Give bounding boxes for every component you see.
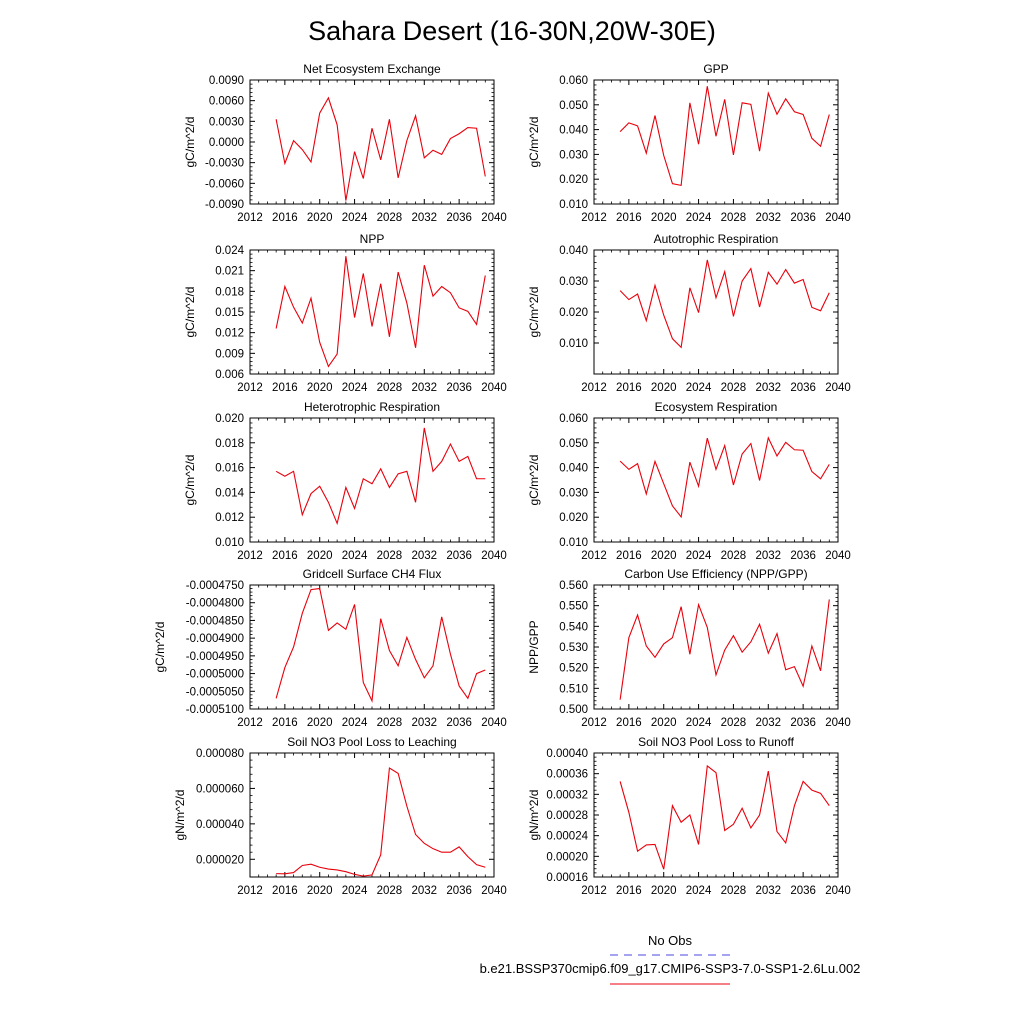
x-tick-label: 2020 (650, 717, 677, 729)
chart-panel (153, 567, 507, 729)
series-line (276, 768, 485, 876)
y-tick-label: 0.050 (559, 437, 588, 450)
chart-panel (527, 735, 851, 897)
y-tick-label: 0.00040 (546, 748, 588, 760)
x-tick-label: 2016 (272, 212, 298, 224)
y-tick-label: 0.040 (559, 462, 588, 475)
series-line (276, 98, 485, 201)
x-tick-label: 2028 (376, 382, 403, 394)
x-tick-label: 2028 (720, 717, 747, 729)
legend (480, 933, 861, 984)
y-axis-label: gN/m^2/d (173, 789, 187, 841)
x-tick-label: 2040 (825, 885, 851, 897)
x-tick-label: 2032 (755, 212, 782, 224)
x-tick-label: 2040 (825, 382, 851, 394)
y-tick-label: 0.030 (559, 487, 588, 500)
panel-title: Gridcell Surface CH4 Flux (302, 567, 442, 581)
y-tick-label: 0.520 (559, 662, 588, 675)
series-line (620, 599, 829, 699)
y-tick-label: 0.000020 (196, 854, 244, 867)
y-tick-label: 0.020 (215, 413, 244, 425)
panel-title: Autotrophic Respiration (653, 232, 779, 246)
y-axis-label: gC/m^2/d (183, 116, 197, 168)
x-tick-label: 2040 (825, 550, 851, 562)
y-tick-label: 0.014 (215, 487, 244, 500)
x-tick-label: 2028 (720, 885, 747, 897)
y-tick-label: 0.021 (215, 265, 244, 278)
legend-obs-label: No Obs (647, 933, 693, 948)
y-tick-label: 0.018 (215, 437, 244, 450)
x-tick-label: 2028 (720, 212, 747, 224)
y-tick-label: -0.0090 (204, 199, 244, 211)
y-tick-label: -0.0005000 (185, 668, 244, 681)
x-tick-label: 2028 (376, 885, 403, 897)
x-tick-label: 2036 (446, 550, 472, 562)
chart-panel (183, 400, 507, 562)
panel-title: NPP (359, 232, 385, 246)
x-tick-label: 2040 (825, 212, 851, 224)
x-tick-label: 2032 (755, 382, 782, 394)
plot-frame (250, 250, 494, 374)
figure-title: Sahara Desert (16-30N,20W-30E) (308, 16, 716, 46)
y-tick-label: 0.530 (559, 642, 588, 654)
x-tick-label: 2016 (272, 382, 298, 394)
y-tick-label: -0.0004950 (185, 650, 244, 663)
x-tick-label: 2028 (720, 382, 747, 394)
chart-panel (527, 567, 851, 729)
x-tick-label: 2040 (825, 717, 851, 729)
y-tick-label: -0.0004850 (185, 615, 244, 628)
y-axis-label: gC/m^2/d (527, 116, 541, 168)
y-axis-label: gC/m^2/d (183, 454, 197, 506)
panel-title: GPP (703, 62, 729, 76)
x-tick-label: 2020 (306, 885, 333, 897)
y-tick-label: 0.00028 (546, 810, 588, 822)
x-tick-label: 2028 (376, 212, 403, 224)
y-tick-label: 0.040 (559, 124, 588, 137)
x-tick-label: 2024 (685, 212, 712, 224)
y-tick-label: 0.010 (215, 537, 244, 549)
x-tick-label: 2016 (616, 885, 642, 897)
x-tick-label: 2024 (685, 885, 712, 897)
x-tick-label: 2020 (650, 382, 677, 394)
x-tick-label: 2032 (411, 717, 438, 729)
y-axis-label: gC/m^2/d (183, 286, 197, 338)
x-tick-label: 2028 (720, 550, 747, 562)
series-line (276, 428, 485, 523)
y-tick-label: 0.510 (559, 683, 588, 696)
plot-frame (250, 418, 494, 542)
y-tick-label: 0.016 (215, 462, 244, 475)
series-line (620, 438, 829, 517)
y-tick-label: 0.006 (215, 369, 244, 381)
y-tick-label: 0.060 (559, 413, 588, 425)
y-tick-label: 0.040 (559, 245, 588, 257)
chart-panel (527, 400, 851, 562)
x-tick-label: 2024 (685, 382, 712, 394)
y-axis-label: gC/m^2/d (527, 454, 541, 506)
x-tick-label: 2028 (376, 717, 403, 729)
panel-title: Carbon Use Efficiency (NPP/GPP) (624, 567, 808, 581)
x-tick-label: 2036 (446, 717, 472, 729)
x-tick-label: 2032 (411, 212, 438, 224)
panel-title: Ecosystem Respiration (654, 400, 778, 414)
x-tick-label: 2012 (237, 550, 263, 562)
series-line (620, 766, 829, 869)
y-axis-label: NPP/GPP (527, 620, 541, 674)
x-tick-label: 2012 (237, 382, 263, 394)
panel-title: Net Ecosystem Exchange (303, 62, 441, 76)
x-tick-label: 2020 (306, 382, 333, 394)
series-line (620, 86, 829, 185)
y-tick-label: 0.00020 (546, 851, 588, 864)
y-tick-label: 0.020 (559, 174, 588, 187)
x-tick-label: 2016 (272, 717, 298, 729)
x-tick-label: 2024 (341, 212, 368, 224)
y-tick-label: 0.015 (215, 307, 244, 319)
x-tick-label: 2028 (376, 550, 403, 562)
y-tick-label: -0.0005100 (185, 704, 244, 716)
x-tick-label: 2012 (581, 550, 607, 562)
y-tick-label: 0.010 (559, 199, 588, 211)
x-tick-label: 2012 (237, 717, 263, 729)
y-tick-label: 0.00036 (546, 768, 588, 781)
y-tick-label: 0.000040 (196, 818, 244, 831)
x-tick-label: 2020 (306, 212, 333, 224)
x-tick-label: 2020 (650, 885, 677, 897)
x-tick-label: 2020 (650, 212, 677, 224)
x-tick-label: 2040 (481, 212, 507, 224)
y-tick-label: 0.010 (559, 338, 588, 350)
x-tick-label: 2036 (790, 550, 816, 562)
x-tick-label: 2012 (581, 212, 607, 224)
y-axis-label: gC/m^2/d (527, 286, 541, 338)
plot-frame (250, 585, 494, 709)
plot-frame (594, 250, 838, 374)
panel-title: Heterotrophic Respiration (303, 400, 441, 414)
chart-panel (183, 62, 507, 224)
x-tick-label: 2016 (272, 885, 298, 897)
y-tick-label: 0.020 (559, 307, 588, 319)
x-tick-label: 2020 (650, 550, 677, 562)
y-axis-label: gC/m^2/d (153, 621, 167, 673)
chart-panel (173, 735, 507, 897)
x-tick-label: 2036 (790, 212, 816, 224)
x-tick-label: 2024 (685, 717, 712, 729)
y-tick-label: 0.540 (559, 621, 588, 634)
y-tick-label: -0.0004800 (185, 597, 244, 610)
x-tick-label: 2032 (755, 885, 782, 897)
x-tick-label: 2040 (481, 382, 507, 394)
y-tick-label: 0.560 (559, 580, 588, 592)
y-tick-label: 0.0000 (208, 137, 244, 149)
x-tick-label: 2040 (481, 717, 507, 729)
y-tick-label: 0.012 (215, 512, 244, 525)
y-tick-label: -0.0030 (204, 157, 244, 170)
y-tick-label: 0.500 (559, 704, 588, 716)
chart-panels (153, 62, 851, 897)
plot-frame (250, 753, 494, 877)
x-tick-label: 2036 (446, 885, 472, 897)
plot-frame (594, 418, 838, 542)
x-tick-label: 2036 (446, 382, 472, 394)
x-tick-label: 2036 (790, 717, 816, 729)
y-tick-label: 0.0030 (208, 116, 244, 129)
x-tick-label: 2012 (581, 382, 607, 394)
x-tick-label: 2036 (446, 212, 472, 224)
series-line (620, 260, 829, 347)
series-line (276, 256, 485, 366)
y-tick-label: 0.010 (559, 537, 588, 549)
y-tick-label: -0.0004900 (185, 633, 244, 646)
x-tick-label: 2024 (341, 382, 368, 394)
x-tick-label: 2024 (341, 717, 368, 729)
x-tick-label: 2036 (790, 382, 816, 394)
x-tick-label: 2012 (581, 717, 607, 729)
chart-panel (183, 232, 507, 394)
x-tick-label: 2024 (341, 885, 368, 897)
chart-panel (527, 62, 851, 224)
series-line (276, 589, 485, 701)
x-tick-label: 2016 (616, 717, 642, 729)
y-tick-label: 0.024 (215, 245, 244, 257)
plot-frame (250, 80, 494, 204)
x-tick-label: 2040 (481, 550, 507, 562)
y-tick-label: 0.0060 (208, 95, 244, 108)
y-tick-label: 0.00024 (546, 830, 588, 843)
legend-model-label: b.e21.BSSP370cmip6.f09_g17.CMIP6-SSP3-7.0-SSP1-2.6Lu.002 (479, 961, 861, 976)
x-tick-label: 2032 (411, 382, 438, 394)
x-tick-label: 2032 (411, 885, 438, 897)
y-tick-label: 0.030 (559, 149, 588, 162)
x-tick-label: 2024 (341, 550, 368, 562)
y-tick-label: 0.018 (215, 286, 244, 299)
x-tick-label: 2032 (411, 550, 438, 562)
plot-frame (594, 753, 838, 877)
y-tick-label: 0.550 (559, 600, 588, 613)
y-tick-label: -0.0060 (204, 178, 244, 191)
y-tick-label: 0.0090 (208, 75, 244, 87)
y-tick-label: 0.00016 (546, 872, 588, 884)
x-tick-label: 2012 (581, 885, 607, 897)
y-tick-label: 0.00032 (546, 789, 588, 802)
y-tick-label: 0.000080 (196, 748, 244, 760)
y-tick-label: 0.020 (559, 512, 588, 525)
y-tick-label: 0.050 (559, 99, 588, 112)
y-tick-label: -0.0004750 (185, 580, 244, 592)
x-tick-label: 2020 (306, 717, 333, 729)
x-tick-label: 2040 (481, 885, 507, 897)
x-tick-label: 2012 (237, 885, 263, 897)
x-tick-label: 2036 (790, 885, 816, 897)
x-tick-label: 2016 (616, 550, 642, 562)
panel-title: Soil NO3 Pool Loss to Runoff (638, 735, 794, 749)
x-tick-label: 2016 (616, 382, 642, 394)
panel-title: Soil NO3 Pool Loss to Leaching (287, 735, 457, 749)
x-tick-label: 2012 (237, 212, 263, 224)
y-tick-label: 0.009 (215, 348, 244, 361)
y-tick-label: -0.0005050 (185, 686, 244, 699)
plot-frame (594, 80, 838, 204)
plot-frame (594, 585, 838, 709)
y-tick-label: 0.000060 (196, 783, 244, 796)
chart-panel (527, 232, 851, 394)
y-tick-label: 0.030 (559, 276, 588, 288)
x-tick-label: 2032 (755, 717, 782, 729)
x-tick-label: 2024 (685, 550, 712, 562)
x-tick-label: 2016 (616, 212, 642, 224)
y-tick-label: 0.012 (215, 327, 244, 340)
x-tick-label: 2016 (272, 550, 298, 562)
x-tick-label: 2020 (306, 550, 333, 562)
y-tick-label: 0.060 (559, 75, 588, 87)
y-axis-label: gN/m^2/d (527, 789, 541, 841)
x-tick-label: 2032 (755, 550, 782, 562)
